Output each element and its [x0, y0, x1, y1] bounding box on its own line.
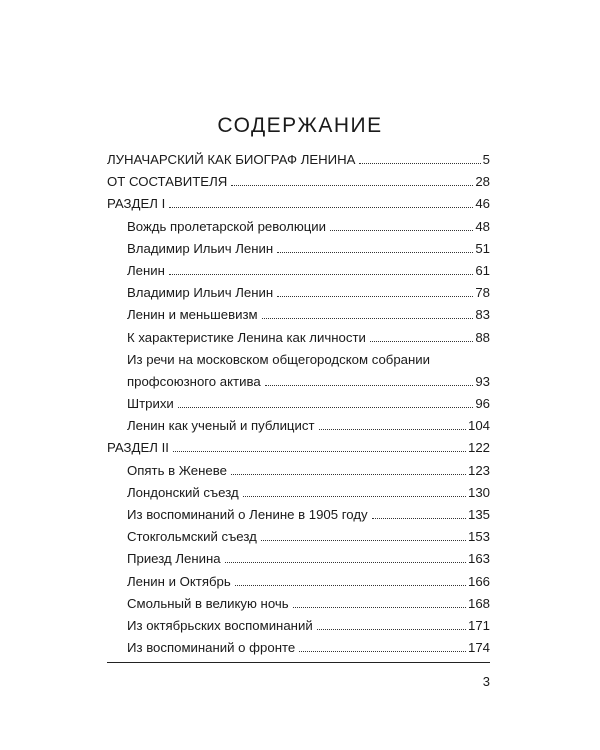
dot-leader — [370, 341, 473, 342]
toc-entry-page: 122 — [467, 440, 490, 456]
toc-entry[interactable] — [107, 640, 490, 662]
toc-entry-title: Из воспоминаний о Ленине в 1905 году — [127, 507, 368, 522]
toc-entry-section-1[interactable] — [107, 196, 490, 218]
dot-leader — [225, 562, 466, 563]
toc-entry-title: Вождь пролетарской революции — [127, 218, 327, 234]
footer-divider — [107, 662, 490, 663]
toc-entry-page: 88 — [475, 329, 490, 345]
toc-entry[interactable] — [107, 485, 490, 507]
toc-entry-page: 171 — [467, 617, 490, 633]
toc-entry-title: Ленин — [127, 262, 165, 278]
toc-entry-title: РАЗДЕЛ II — [107, 440, 169, 456]
toc-entry-title: Лондонский съезд — [127, 484, 239, 500]
dot-leader — [330, 230, 473, 231]
table-of-contents — [107, 152, 490, 662]
toc-entry[interactable] — [107, 507, 490, 529]
dot-leader — [173, 451, 466, 452]
dot-leader — [277, 296, 473, 297]
toc-entry-page: 163 — [467, 551, 490, 567]
dot-leader — [169, 207, 473, 208]
toc-entry-page: 123 — [467, 462, 490, 478]
page-title: СОДЕРЖАНИЕ — [217, 114, 383, 137]
toc-entry-page: 46 — [475, 196, 490, 212]
dot-leader — [372, 518, 466, 519]
toc-entry[interactable] — [107, 219, 490, 241]
toc-entry-title: РАЗДЕЛ I — [107, 196, 166, 212]
toc-entry-title: Ленин и Октябрь — [127, 573, 231, 589]
toc-entry-title: Смольный в великую ночь — [127, 595, 289, 611]
toc-entry-title: Стокгольмский съезд — [127, 529, 257, 545]
toc-entry-section-2[interactable] — [107, 440, 490, 462]
toc-entry-page: 61 — [475, 262, 490, 278]
toc-entry[interactable] — [107, 396, 490, 418]
toc-entry[interactable] — [107, 330, 490, 352]
toc-entry[interactable] — [107, 551, 490, 573]
toc-entry-page: 130 — [467, 484, 490, 500]
toc-entry[interactable] — [107, 263, 490, 285]
toc-entry-title: Ленин как ученый и публицист — [127, 418, 315, 434]
toc-entry[interactable] — [107, 463, 490, 485]
toc-entry-page: 83 — [475, 307, 490, 323]
toc-entry[interactable] — [107, 418, 490, 440]
dot-leader — [261, 540, 466, 541]
toc-entry-title: Из воспоминаний о фронте — [127, 640, 296, 656]
dot-leader — [235, 585, 466, 586]
toc-entry-page: 28 — [475, 174, 490, 190]
page-number: 3 — [482, 674, 490, 689]
toc-entry-page: 166 — [467, 573, 490, 589]
dot-leader — [299, 651, 466, 652]
toc-entry[interactable] — [107, 285, 490, 307]
dot-leader — [169, 274, 473, 275]
toc-entry-compiler[interactable] — [107, 174, 490, 196]
toc-entry-page: 5 — [482, 152, 490, 167]
toc-entry-page: 153 — [467, 529, 490, 545]
toc-entry-page: 93 — [475, 373, 490, 389]
toc-entry[interactable] — [107, 374, 490, 396]
toc-entry-page: 104 — [467, 418, 490, 434]
dot-leader — [317, 629, 466, 630]
toc-entry-title: Из октябрьских воспоминаний — [127, 617, 313, 633]
dot-leader — [359, 163, 480, 164]
toc-entry-page: 168 — [467, 595, 490, 611]
toc-entry-title: К характеристике Ленина как личности — [127, 329, 366, 345]
toc-entry-page: 78 — [475, 285, 490, 301]
toc-entry[interactable] — [107, 529, 490, 551]
toc-entry-title: Владимир Ильич Ленин — [127, 285, 274, 301]
toc-entry-title-line1[interactable] — [107, 352, 490, 374]
toc-entry-title: Опять в Женеве — [127, 462, 227, 478]
toc-entry-page: 135 — [467, 507, 490, 522]
toc-entry-title: Штрихи — [127, 396, 174, 412]
toc-entry-title: профсоюзного актива — [127, 373, 261, 389]
toc-entry-page: 96 — [475, 396, 490, 412]
dot-leader — [178, 407, 474, 408]
toc-entry-title: ОТ СОСТАВИТЕЛЯ — [107, 174, 228, 190]
toc-entry[interactable] — [107, 574, 490, 596]
toc-entry-page: 48 — [475, 218, 490, 234]
toc-entry-title: Ленин и меньшевизм — [127, 307, 258, 323]
toc-entry-page: 174 — [467, 640, 490, 656]
dot-leader — [277, 252, 473, 253]
toc-entry[interactable] — [107, 596, 490, 618]
toc-entry-title: Приезд Ленина — [127, 551, 221, 567]
dot-leader — [231, 185, 473, 186]
toc-entry[interactable] — [107, 241, 490, 263]
dot-leader — [293, 607, 466, 608]
dot-leader — [231, 474, 466, 475]
toc-entry-title: Владимир Ильич Ленин — [127, 240, 274, 256]
toc-entry[interactable] — [107, 618, 490, 640]
toc-entry-title: ЛУНАЧАРСКИЙ КАК БИОГРАФ ЛЕНИНА — [107, 152, 356, 167]
toc-entry-page: 51 — [475, 240, 490, 256]
toc-entry-lunacharsky[interactable] — [107, 152, 490, 174]
dot-leader — [319, 429, 466, 430]
dot-leader — [262, 318, 474, 319]
dot-leader — [243, 496, 466, 497]
toc-entry[interactable] — [107, 307, 490, 329]
dot-leader — [265, 385, 474, 386]
toc-entry-title: Из речи на московском общегородском собрании — [127, 351, 431, 367]
